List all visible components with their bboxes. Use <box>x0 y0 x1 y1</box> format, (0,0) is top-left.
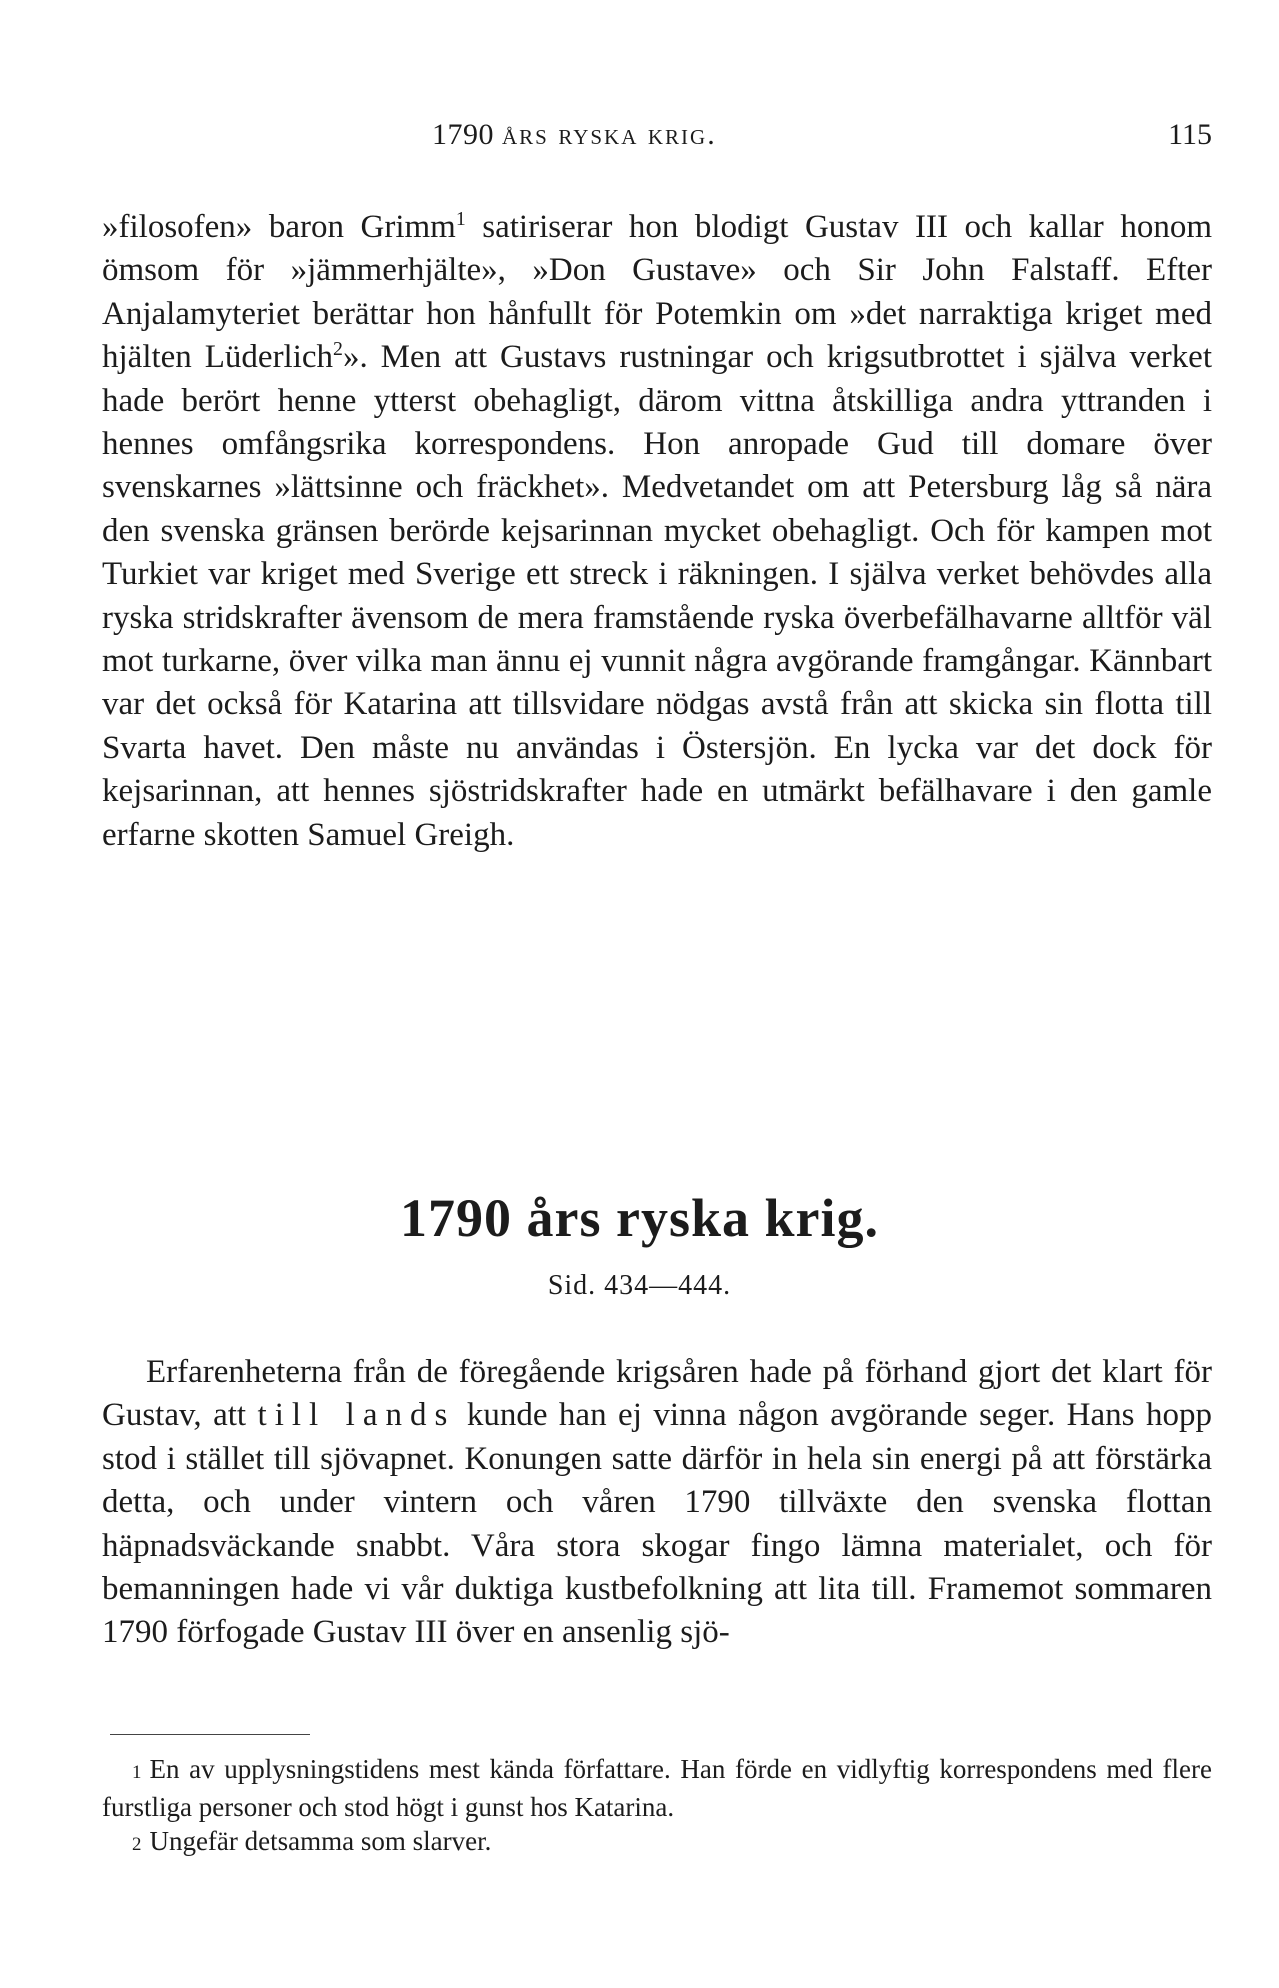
paragraph-text: Erfarenheterna från de föregående krigsåren hade på förhand gjort det klart för Gustav, att <box>102 1354 1212 1434</box>
page-number: 115 <box>1168 118 1212 151</box>
footnote-marker: 1 <box>132 1762 142 1783</box>
footnote-text: Ungefär detsamma som slarver. <box>149 1826 492 1856</box>
footnote-marker: 2 <box>132 1834 142 1855</box>
footnotes <box>102 1752 1212 1862</box>
paragraph-text: »filosofen» baron Grimm <box>102 209 456 245</box>
section-heading: 1790 års ryska krig. <box>400 1188 879 1248</box>
paragraph-text: kunde han ej vinna någon avgörande seger. Hans hopp stod i stället till sjövapnet. Konungen satte därför in hela sin energi på att förstärka detta, och under vintern och våren 1790 tillväxte den svenska flottan häpnadsväckande snabbt. Våra stora skogar fingo lämna materialet, och för bemanningen hade vi vår duktiga kustbefolkning att lita till. Framemot sommaren 1790 förfogade Gustav III över en ansenlig sjö- <box>102 1397 1212 1651</box>
emphasis-spaced-text: till lands <box>257 1397 456 1434</box>
paragraph-text: ». Men att Gustavs rustningar och krigsutbrottet i själva verket hade berört henne ytterst obehagligt, därom vittna åtskilliga andra yttranden i hennes omfångsrika korrespondens. Hon anropade Gud till domare över svenskarnes »lättsinne och fräckhet». Medvetandet om att Petersburg låg så nära den svenska gränsen berörde kejsarinnan mycket obehagligt. Och för kampen mot Turkiet var kriget med Sverige ett streck i räkningen. I själva verket behövdes alla ryska stridskrafter ävensom de mera framstående ryska överbefälhavarne alltför väl mot turkarne, över vilka man ännu ej vunnit några avgörande framgångar. Kännbart var det också för Katarina att tillsvidare nödgas avstå från att skicka sin flotta till Svarta havet. Den måste nu användas i Östersjön. En lycka var det dock för kejsarinnan, att hennes sjöstridskrafter hade en utmärkt befälhavare i den gamle erfarne skotten Samuel Greigh. <box>102 339 1212 853</box>
footnote-text: En av upplysningstidens mest kända författare. Han förde en vidlyftig korrespondens med flere furstliga personer och stod högt i gunst hos Katarina. <box>102 1754 1212 1822</box>
footnote-divider <box>110 1734 310 1735</box>
running-title <box>432 118 717 152</box>
footnote-ref-1: 1 <box>455 208 466 230</box>
paragraph-text: satiriserar hon blodigt Gustav III och kallar honom ömsom för »jämmerhjälte», »Don Gustave» och Sir John Falstaff. Efter Anjalamyteriet berättar hon hånfullt för Potemkin om »det narraktiga kriget med hjälten Lüderlich <box>102 209 1212 376</box>
footnote-ref-2: 2 <box>333 338 343 361</box>
footnote-2 <box>102 1824 1212 1862</box>
paragraph-continued <box>102 206 1212 857</box>
running-title-year: 1790 <box>432 118 494 151</box>
footnote-1 <box>102 1752 1212 1824</box>
running-head <box>102 118 1212 158</box>
section-page-reference: Sid. 434—444. <box>547 1270 732 1301</box>
section-paragraph <box>102 1351 1212 1655</box>
running-title-text: års ryska krig. <box>502 118 717 151</box>
